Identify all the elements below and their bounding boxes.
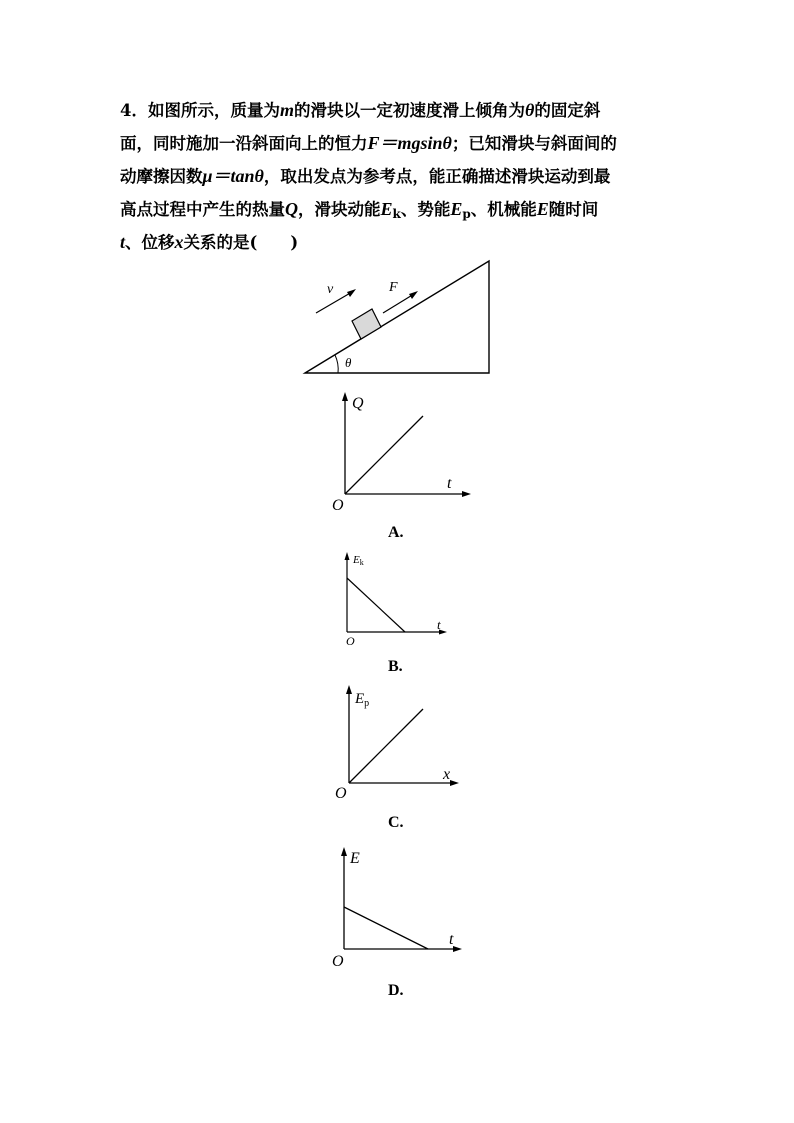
origin-label: O xyxy=(332,497,344,514)
x-axis-label: t xyxy=(437,617,441,632)
question-line-1 xyxy=(120,94,680,127)
text-segment: E xyxy=(355,691,365,707)
force-equation: F＝mgsinθ xyxy=(367,133,452,153)
symbol-x: x xyxy=(174,232,184,252)
y-axis-label: E xyxy=(350,850,360,867)
force-label: F xyxy=(389,280,398,295)
x-axis-arrow-icon xyxy=(450,780,459,786)
y-axis-label xyxy=(354,691,369,709)
origin-label: O xyxy=(346,634,355,648)
y-axis-arrow-icon xyxy=(342,392,348,401)
origin-label: O xyxy=(335,785,347,802)
question-line-2 xyxy=(120,127,680,160)
y-axis-label: Q xyxy=(352,395,364,412)
ek-curve xyxy=(347,578,405,632)
symbol-theta: θ xyxy=(525,100,535,120)
option-d-label: D. xyxy=(388,982,404,999)
x-axis-arrow-icon xyxy=(462,491,471,497)
text-segment: ，取出发点为参考点，能正确描述滑块运动到最 xyxy=(263,167,611,186)
velocity-arrow xyxy=(316,289,356,313)
text-segment: 的固定斜 xyxy=(534,101,601,120)
slider-block xyxy=(352,309,381,339)
angle-arc xyxy=(335,355,338,373)
y-axis-arrow-icon xyxy=(346,685,352,694)
symbol-t: t xyxy=(120,232,126,252)
x-axis-label: t xyxy=(447,475,452,492)
incline-triangle xyxy=(305,261,489,373)
graph-b xyxy=(333,548,453,648)
symbol-E: E xyxy=(450,199,463,219)
text-segment: k xyxy=(359,558,364,567)
incline-diagram xyxy=(300,255,500,380)
x-axis-label: t xyxy=(449,931,454,948)
graph-a xyxy=(325,390,475,515)
text-segment: 关系的是( ) xyxy=(183,233,299,252)
symbol-E: E xyxy=(380,199,393,219)
text-segment: ；已知滑块与斜面间的 xyxy=(451,134,617,153)
text-segment: 、机械能 xyxy=(470,200,537,219)
text-segment: 面，同时施加一沿斜面向上的恒力 xyxy=(120,134,368,153)
friction-equation: μ＝tanθ xyxy=(202,166,264,186)
velocity-label: v xyxy=(327,282,334,297)
subscript-k: k xyxy=(392,207,401,221)
theta-label: θ xyxy=(345,355,352,370)
text-segment: 动摩擦因数 xyxy=(120,167,203,186)
q-curve xyxy=(345,416,423,494)
ep-curve xyxy=(349,709,423,783)
question-number: 4． xyxy=(120,101,148,120)
option-a-label: A. xyxy=(388,524,404,541)
origin-label: O xyxy=(332,953,344,970)
text-segment: 高点过程中产生的热量 xyxy=(120,200,285,219)
text-segment: 的滑块以一定初速度滑上倾角为 xyxy=(294,101,525,120)
option-b-label: B. xyxy=(388,658,403,675)
graph-c xyxy=(335,683,465,803)
subscript-p: p xyxy=(462,207,471,221)
text-segment: p xyxy=(364,698,370,709)
text-segment: 随时间 xyxy=(548,200,599,219)
e-curve xyxy=(344,907,428,949)
y-axis-arrow-icon xyxy=(341,847,347,856)
text-segment: ，滑块动能 xyxy=(298,200,381,219)
symbol-Q: Q xyxy=(285,199,298,219)
question-line-4 xyxy=(120,193,680,226)
graph-d xyxy=(330,845,470,970)
question-text xyxy=(120,94,680,259)
y-axis-arrow-icon xyxy=(345,552,350,560)
question-line-3 xyxy=(120,160,680,193)
text-segment: 、势能 xyxy=(400,200,451,219)
symbol-m: m xyxy=(279,100,294,120)
x-axis-arrow-icon xyxy=(453,946,462,952)
x-axis-label: x xyxy=(443,766,451,783)
option-c-label: C. xyxy=(388,814,404,831)
symbol-E: E xyxy=(536,199,549,219)
text-segment: 如图所示，质量为 xyxy=(147,101,280,120)
text-segment: E xyxy=(353,554,360,566)
y-axis-label xyxy=(352,554,364,567)
text-segment: 、位移 xyxy=(125,233,175,252)
